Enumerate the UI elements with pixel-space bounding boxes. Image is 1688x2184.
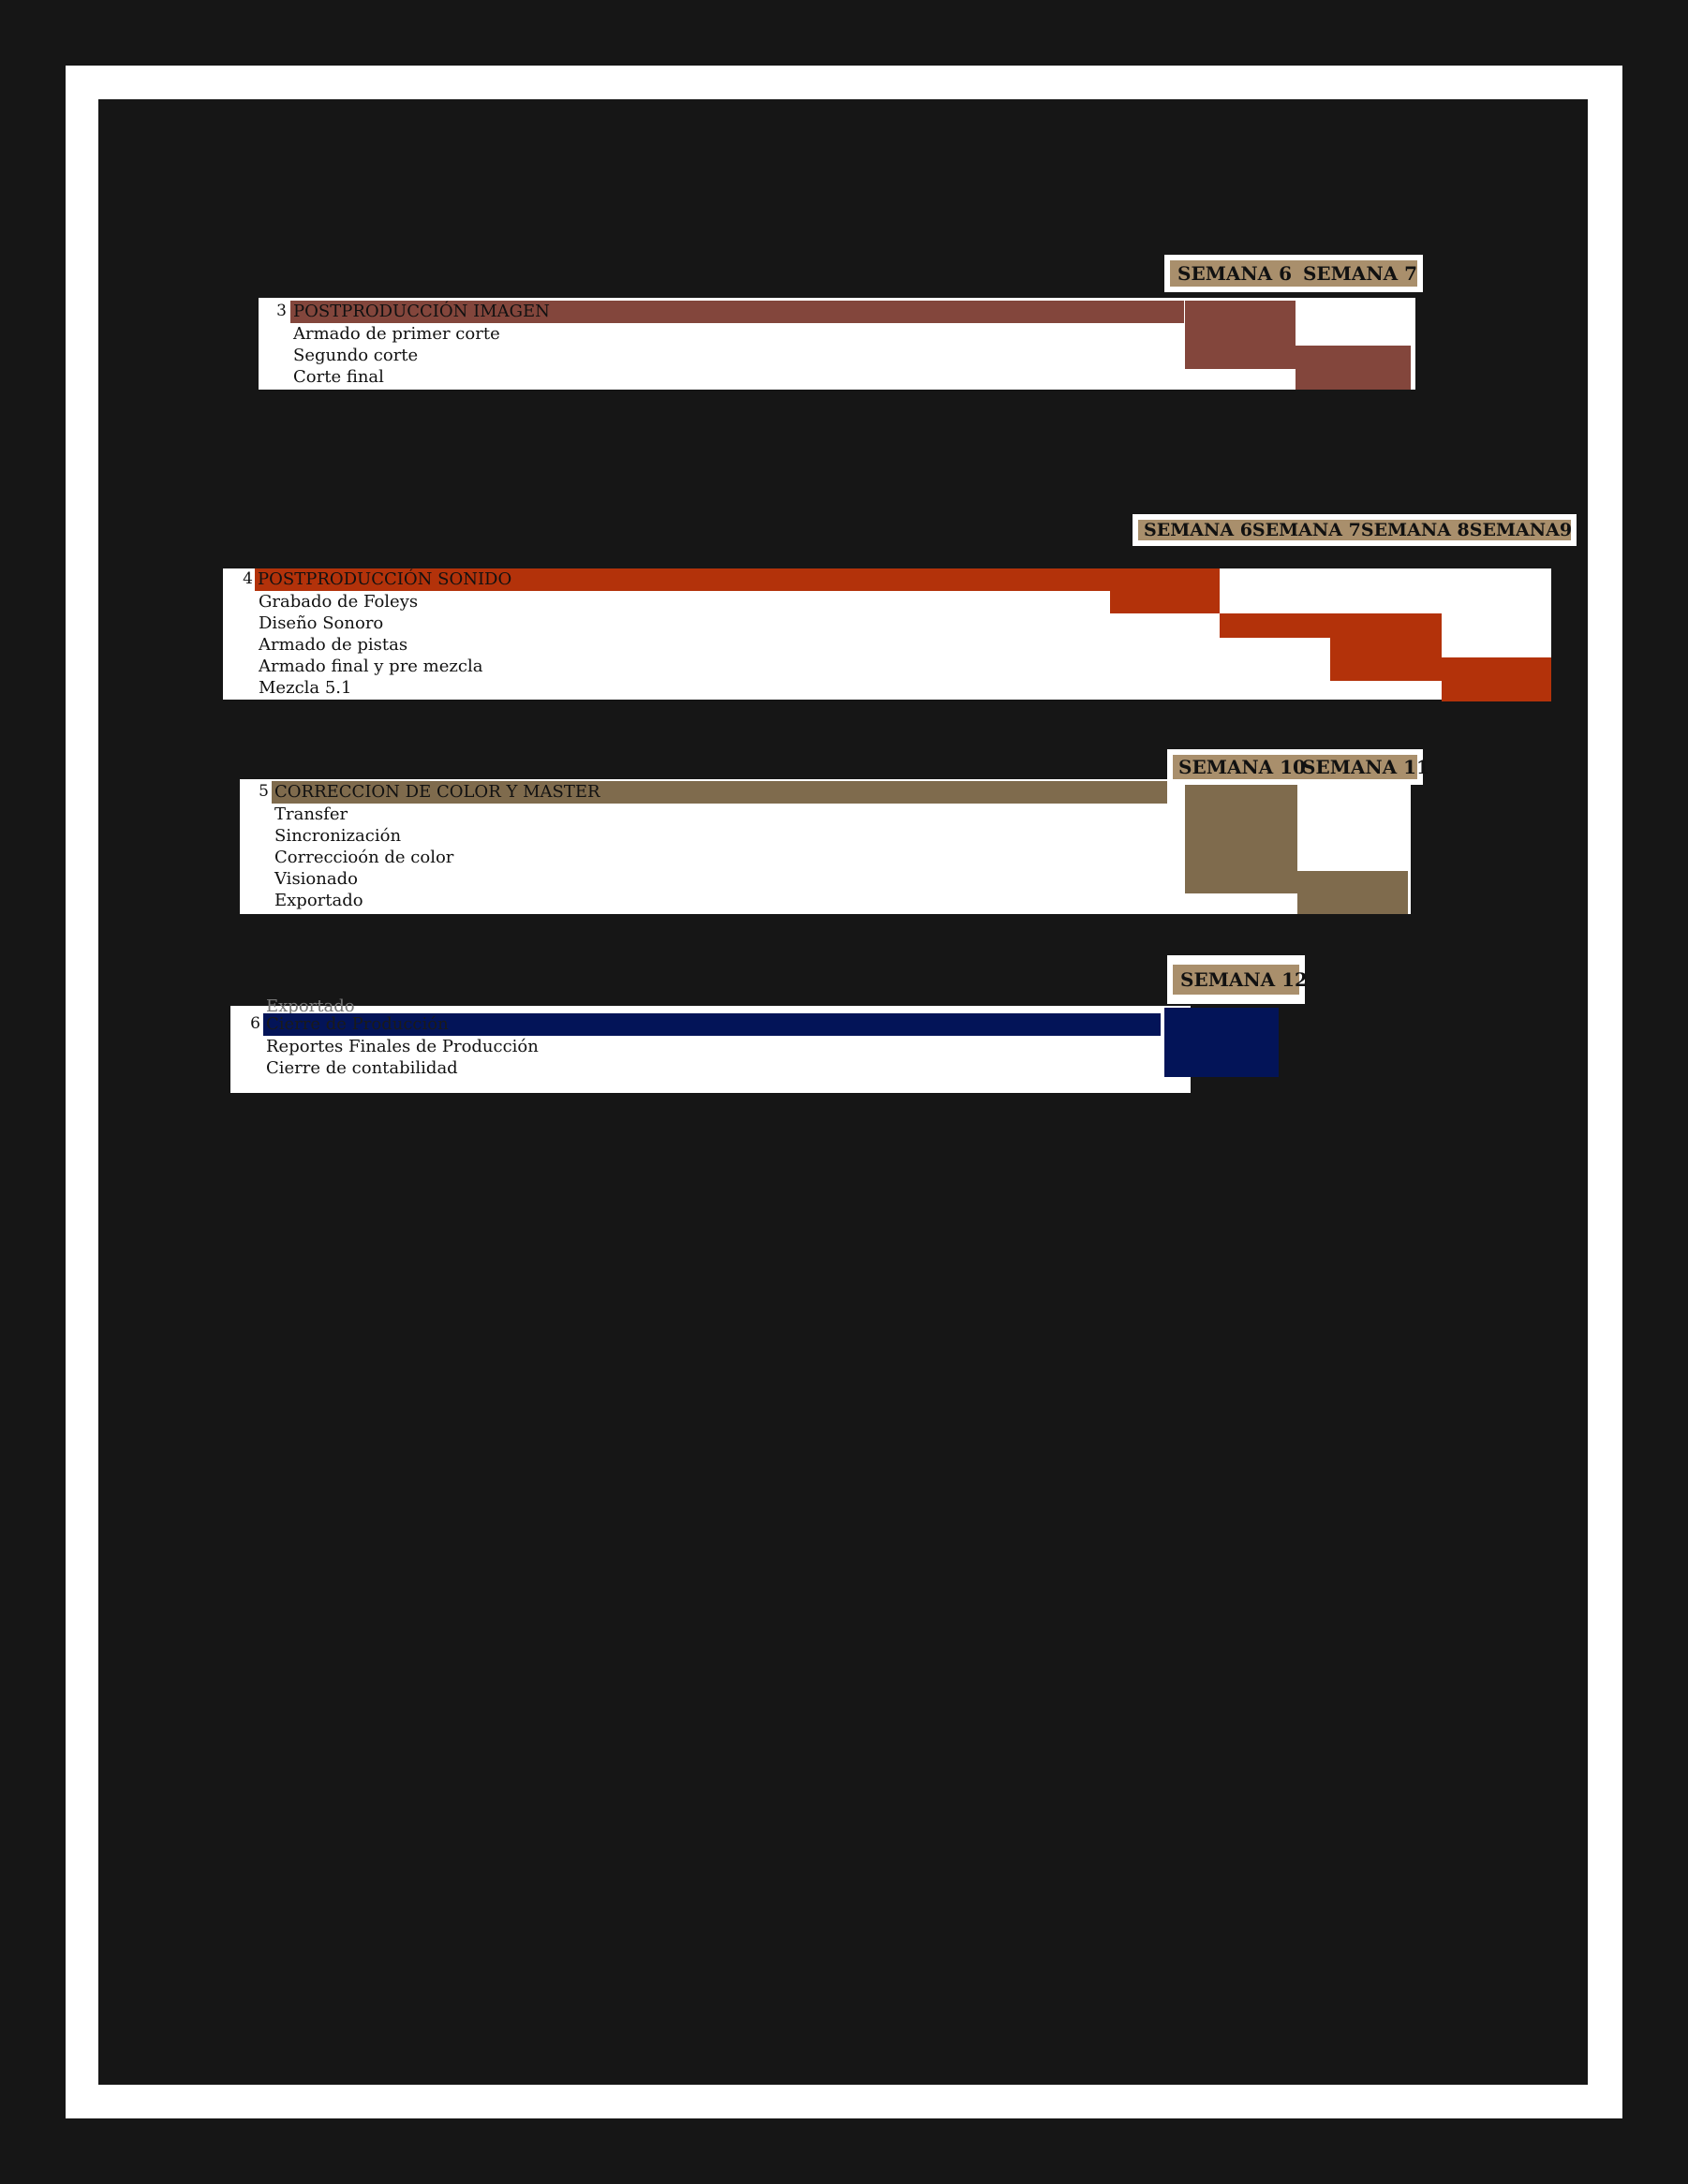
section-number: 3 (276, 302, 287, 320)
week-label: SEMANA 7 (1302, 262, 1417, 285)
gantt-block (1330, 613, 1442, 681)
task-row: Exportado (274, 891, 363, 910)
week-header-section-4 (1133, 514, 1577, 546)
week-label: SEMANA 7 (1251, 520, 1361, 540)
task-row: Mezcla 5.1 (259, 678, 352, 698)
gantt-block (1185, 785, 1297, 893)
section-number: 5 (259, 782, 269, 801)
task-row: Segundo corte (293, 346, 419, 365)
week-label: SEMANA 6 (1144, 520, 1252, 540)
task-row: Grabado de Foleys (259, 592, 419, 612)
section-number: 6 (250, 1014, 260, 1033)
week-label: SEMANA 12 (1180, 968, 1308, 991)
section-title: Cierre de Producción (266, 1014, 449, 1034)
task-row: Cierre de contabilidad (266, 1058, 458, 1078)
task-row: Reportes Finales de Producción (266, 1037, 539, 1056)
gantt-block (1220, 613, 1330, 638)
gantt-block (1297, 871, 1408, 914)
section-title: CORRECCION DE COLOR Y MASTER (274, 782, 600, 802)
task-row: Transfer (274, 804, 348, 824)
prev-cut-text (266, 991, 355, 1006)
section-title: POSTPRODUCCIÓN IMAGEN (293, 302, 550, 321)
gantt-block (1110, 568, 1220, 613)
week-header-section-3 (1164, 255, 1423, 292)
task-row: Armado final y pre mezcla (259, 657, 483, 676)
section-number: 4 (243, 569, 253, 588)
week-label: SEMANA9 (1469, 520, 1573, 540)
week-label: SEMANA 6 (1177, 262, 1293, 285)
gantt-block (1164, 1008, 1279, 1077)
week-header-section-6 (1167, 955, 1308, 1004)
gantt-block (1296, 346, 1411, 390)
gantt-block (1442, 657, 1551, 701)
week-label: SEMANA 10 (1178, 756, 1306, 778)
gantt-block (1185, 301, 1296, 369)
task-row: Armado de primer corte (293, 324, 500, 344)
task-row: Sincronización (274, 826, 402, 846)
task-row: Armado de pistas (259, 635, 408, 655)
section-title: POSTPRODUCCIÓN SONIDO (258, 569, 512, 589)
task-row: Corte final (293, 367, 384, 387)
week-label: SEMANA 8 (1360, 520, 1470, 540)
task-row: Correccioón de color (274, 848, 454, 867)
task-row: Diseño Sonoro (259, 613, 384, 633)
week-label: SEMANA 11 (1302, 756, 1429, 778)
task-row: Visionado (274, 869, 358, 889)
